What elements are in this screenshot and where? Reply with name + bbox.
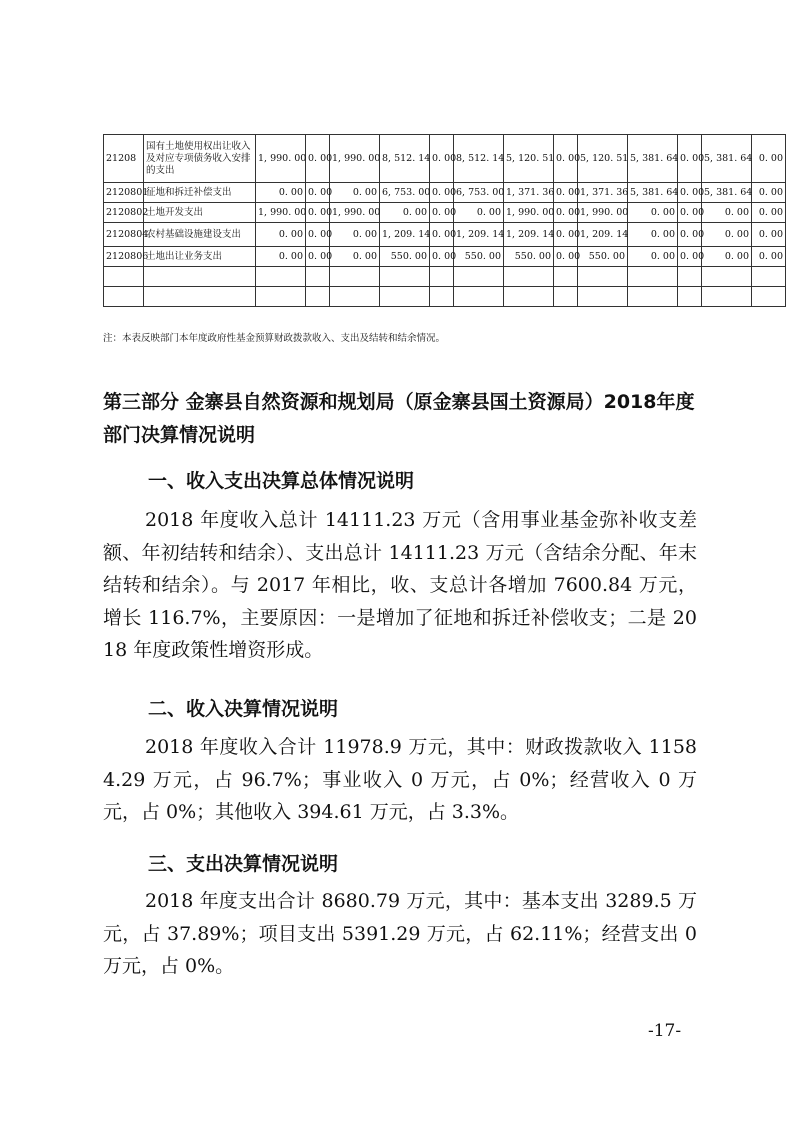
- row-value: 0. 00: [306, 223, 330, 247]
- row-value: 0. 00: [330, 223, 380, 247]
- row-value: 0. 00: [430, 223, 454, 247]
- row-value: 1, 371. 36: [578, 183, 628, 203]
- empty-cell: [752, 287, 786, 307]
- table-row-empty: [104, 267, 786, 287]
- section-text-2: 2018 年度收入合计 11978.9 万元，其中：财政拨款收入 11584.29 万元，占 96.7%；事业收入 0 万元，占 0%；经营收入 0 万元，占 0%；其他收入 394.61 万元，占 3.3%。: [103, 736, 697, 823]
- empty-cell: [578, 267, 628, 287]
- row-value: 1, 209. 14: [578, 223, 628, 247]
- row-value: 1, 209. 14: [380, 223, 430, 247]
- row-value: 5, 381. 64: [628, 135, 678, 183]
- empty-cell: [752, 267, 786, 287]
- section-heading-2: 二、收入决算情况说明: [148, 698, 339, 720]
- empty-cell: [554, 287, 578, 307]
- row-value: 5, 120. 51: [504, 135, 554, 183]
- data-table: [103, 134, 786, 307]
- row-value: 1, 990. 00: [330, 135, 380, 183]
- empty-cell: [306, 287, 330, 307]
- row-value: 5, 381. 64: [628, 183, 678, 203]
- table-row: [104, 247, 786, 267]
- empty-cell: [330, 267, 380, 287]
- row-code: 2120801: [104, 183, 144, 203]
- row-value: 0. 00: [554, 183, 578, 203]
- table-note: 注：本表反映部门本年度政府性基金预算财政拨款收入、支出及结转和结余情况。: [103, 333, 446, 344]
- row-value: 0. 00: [752, 183, 786, 203]
- row-value: 6, 753. 00: [380, 183, 430, 203]
- row-value: 0. 00: [256, 223, 306, 247]
- row-value: 550. 00: [380, 247, 430, 267]
- row-value: 0. 00: [330, 247, 380, 267]
- row-value: 0. 00: [454, 203, 504, 223]
- row-value: 0. 00: [752, 223, 786, 247]
- row-name: 农村基础设施建设支出: [144, 223, 256, 247]
- row-value: 0. 00: [678, 203, 702, 223]
- empty-cell: [554, 267, 578, 287]
- empty-cell: [144, 287, 256, 307]
- row-value: 0. 00: [380, 203, 430, 223]
- row-name: 国有土地使用权出让收入及对应专项债务收入安排的支出: [144, 135, 256, 183]
- row-name: 土地开发支出: [144, 203, 256, 223]
- row-code: 2120806: [104, 247, 144, 267]
- row-value: 1, 990. 00: [578, 203, 628, 223]
- empty-cell: [504, 267, 554, 287]
- empty-cell: [256, 287, 306, 307]
- row-value: 0. 00: [330, 183, 380, 203]
- row-value: 8, 512. 14: [380, 135, 430, 183]
- row-value: 0. 00: [628, 223, 678, 247]
- empty-cell: [104, 287, 144, 307]
- table-row: [104, 203, 786, 223]
- row-value: 0. 00: [628, 203, 678, 223]
- empty-cell: [628, 267, 678, 287]
- row-value: 1, 990. 00: [330, 203, 380, 223]
- table-row: [104, 183, 786, 203]
- table-row-empty: [104, 287, 786, 307]
- row-value: 1, 209. 14: [504, 223, 554, 247]
- row-value: 0. 00: [256, 183, 306, 203]
- empty-cell: [454, 287, 504, 307]
- table-row: [104, 135, 786, 183]
- row-value: 0. 00: [752, 247, 786, 267]
- row-value: 0. 00: [752, 203, 786, 223]
- row-code: 2120802: [104, 203, 144, 223]
- fund-budget-table: [103, 134, 785, 307]
- row-value: 0. 00: [554, 135, 578, 183]
- empty-cell: [678, 287, 702, 307]
- row-value: 1, 990. 00: [504, 203, 554, 223]
- empty-cell: [330, 287, 380, 307]
- row-value: 550. 00: [504, 247, 554, 267]
- row-code: 2120804: [104, 223, 144, 247]
- section-heading-1: 一、收入支出决算总体情况说明: [148, 470, 415, 492]
- section-heading-3: 三、支出决算情况说明: [148, 853, 339, 875]
- row-value: 0. 00: [430, 247, 454, 267]
- empty-cell: [104, 267, 144, 287]
- row-value: 0. 00: [702, 247, 752, 267]
- row-name: 征地和拆迁补偿支出: [144, 183, 256, 203]
- page-number: -17-: [648, 1021, 682, 1041]
- row-name: 土地出让业务支出: [144, 247, 256, 267]
- row-value: 1, 990. 00: [256, 135, 306, 183]
- row-value: 0. 00: [678, 135, 702, 183]
- row-value: 0. 00: [678, 223, 702, 247]
- empty-cell: [578, 287, 628, 307]
- row-value: 5, 381. 64: [702, 183, 752, 203]
- row-value: 0. 00: [306, 203, 330, 223]
- section-text-3: 2018 年度支出合计 8680.79 万元，其中：基本支出 3289.5 万元，占 37.89%；项目支出 5391.29 万元，占 62.11%；经营支出 0 万元，占 0%。: [103, 890, 697, 977]
- row-value: 0. 00: [554, 203, 578, 223]
- row-value: 0. 00: [554, 223, 578, 247]
- empty-cell: [454, 267, 504, 287]
- empty-cell: [504, 287, 554, 307]
- empty-cell: [380, 287, 430, 307]
- row-value: 0. 00: [306, 183, 330, 203]
- row-value: 0. 00: [306, 135, 330, 183]
- row-value: 1, 209. 14: [454, 223, 504, 247]
- row-value: 1, 371. 36: [504, 183, 554, 203]
- empty-cell: [702, 267, 752, 287]
- row-value: 0. 00: [554, 247, 578, 267]
- empty-cell: [430, 287, 454, 307]
- table-row: [104, 223, 786, 247]
- row-value: 0. 00: [430, 203, 454, 223]
- empty-cell: [702, 287, 752, 307]
- row-value: 0. 00: [306, 247, 330, 267]
- section-text-1: 2018 年度收入总计 14111.23 万元（含用事业基金弥补收支差额、年初结转和结余）、支出总计 14111.23 万元（含结余分配、年末结转和结余）。与 2017 年相比，收、支总计各增加 7600.84 万元，增长 116.7%，主要原因：一是增加了征地和拆迁补偿收支；二是 2018 年度政策性增资形成。: [103, 509, 697, 661]
- row-value: 550. 00: [454, 247, 504, 267]
- row-code: 21208: [104, 135, 144, 183]
- row-value: 0. 00: [256, 247, 306, 267]
- row-value: 0. 00: [752, 135, 786, 183]
- row-value: 550. 00: [578, 247, 628, 267]
- row-value: 8, 512. 14: [454, 135, 504, 183]
- empty-cell: [256, 267, 306, 287]
- empty-cell: [678, 267, 702, 287]
- row-value: 0. 00: [678, 247, 702, 267]
- row-value: 5, 381. 64: [702, 135, 752, 183]
- row-value: 0. 00: [628, 247, 678, 267]
- row-value: 6, 753. 00: [454, 183, 504, 203]
- empty-cell: [306, 267, 330, 287]
- part-title: 第三部分 金寨县自然资源和规划局（原金寨县国土资源局）2018年度部门决算情况说明: [103, 391, 695, 446]
- row-value: 0. 00: [702, 203, 752, 223]
- row-value: 0. 00: [678, 183, 702, 203]
- row-value: 0. 00: [430, 183, 454, 203]
- empty-cell: [628, 287, 678, 307]
- empty-cell: [380, 267, 430, 287]
- row-value: 0. 00: [430, 135, 454, 183]
- empty-cell: [430, 267, 454, 287]
- empty-cell: [144, 267, 256, 287]
- row-value: 1, 990. 00: [256, 203, 306, 223]
- row-value: 0. 00: [702, 223, 752, 247]
- row-value: 5, 120. 51: [578, 135, 628, 183]
